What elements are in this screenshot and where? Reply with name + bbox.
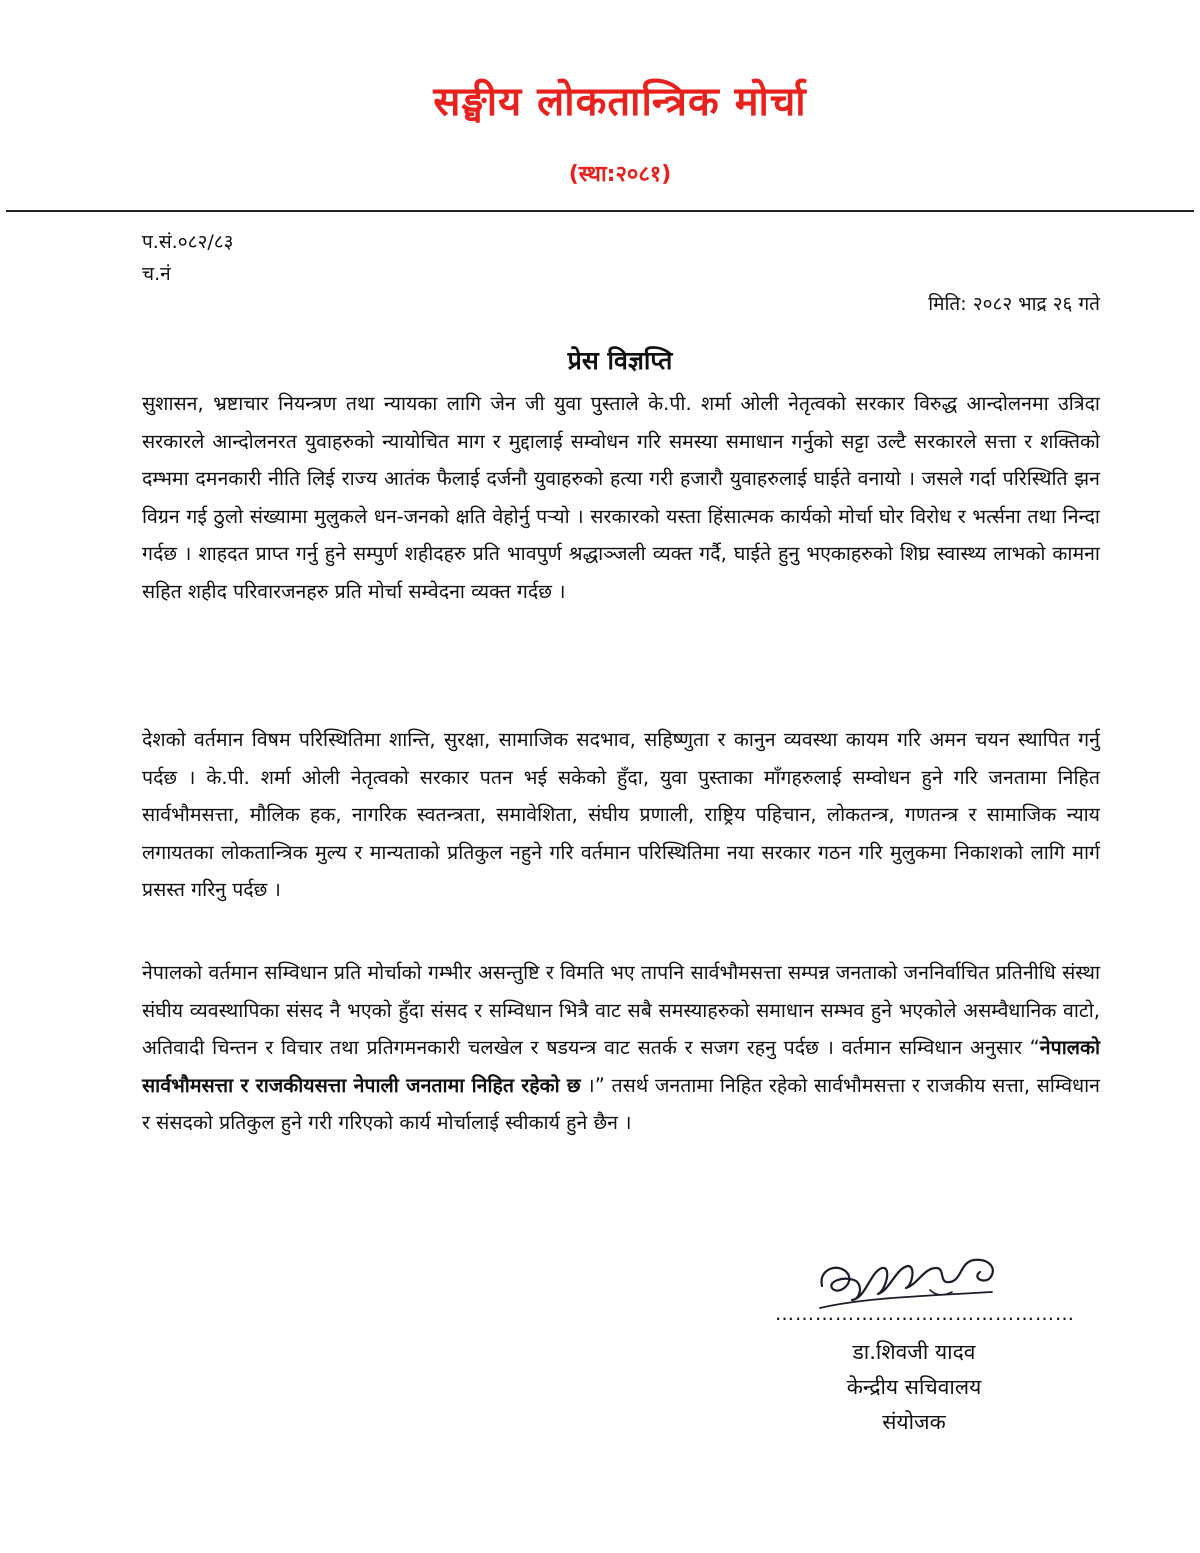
constitution-quote: नेपालको सार्वभौमसत्ता र राजकीयसत्ता नेपाली जनतामा निहित रहेको छ [142, 1036, 1100, 1097]
paragraph-1: सुशासन, भ्रष्टाचार नियन्त्रण तथा न्यायका लागि जेन जी युवा पुस्ताले के.पी. शर्मा ओली नेतृत्वको सरकार विरुद्ध आन्दोलनमा उत्रिदा सरकारले आन्दोलनरत युवाहरुको न्यायोचित माग र मुद्दालाई सम्वोधन गरि समस्या समाधान गर्नुको सट्टा उल्टै सरकारले सत्ता र शक्तिको दम्भमा दमनकारी नीति लिई राज्य आतंक फैलाई दर्जनौ युवाहरुको हत्या गरी हजारौ युवाहरुलाई घाईते वनायो । जसले गर्दा परिस्थिति झन विग्रन गई ठुलो संख्यामा मुलुकले धन-जनको क्षति वेहोर्नु पर्‍यो । सरकारको यस्ता हिंसात्मक कार्यको मोर्चा घोर विरोध र भर्त्सना तथा निन्दा गर्दछ । शाहदत प्राप्त गर्नु हुने सम्पुर्ण शहीदहरु प्रति भावपुर्ण श्रद्धाञ्जली व्यक्त गर्दै, घाईते हुनु भएकाहरुको शिघ्र स्वास्थ्य लाभको कामना सहित शहीद परिवारजनहरु प्रति मोर्चा सम्वेदना व्यक्त गर्दछ । [142, 392, 1100, 603]
organization-name: सङ्घीय लोकतान्त्रिक मोर्चा [433, 79, 807, 125]
signatory-role: संयोजक [882, 1410, 946, 1434]
paragraph-3-text-start: नेपालको वर्तमान सम्विधान प्रति मोर्चाको गम्भीर असन्तुष्टि र विमति भए तापनि सार्वभौमसत्ता सम्पन्न जनताको जननिर्वाचित प्रतिनीधि संस्था संघीय व्यवस्थापिका संसद नै भएको हुँदा संसद र सम्विधान भित्रै वाट सबै समस्याहरुको समाधान सम्भव हुने भएकोले असम्वैधानिक वाटो, अतिवादी चिन्तन र विचार तथा प्रतिगमनकारी चलखेल र षडयन्त्र वाट सतर्क र सजग रहनु पर्दछ । वर्तमान सम्विधान अनुसार “ [142, 961, 1100, 1060]
paragraph-3-text-end: ।” तसर्थ जनतामा निहित रहेको सार्वभौमसत्ता र राजकीय सत्ता, सम्विधान र संसदको प्रतिकुल हुने गरी गरिएको कार्य मोर्चालाई स्वीकार्य हुने छैन । [142, 1073, 1100, 1135]
dispatch-number: च.नं [142, 263, 171, 285]
signature-line: ……………………………………… [775, 1303, 1075, 1325]
document-title: प्रेस विज्ञप्ति [567, 346, 673, 375]
paragraph-2: देशको वर्तमान विषम परिस्थितिमा शान्ति, सुरक्षा, सामाजिक सदभाव, सहिष्णुता र कानुन व्यवस्था कायम गरि अमन चयन स्थापित गर्नु पर्दछ । के.पी. शर्मा ओली नेतृत्वको सरकार पतन भई सकेको हुँदा, युवा पुस्ताका माँगहरुलाई सम्वोधन हुने गरि जनतामा निहित सार्वभौमसत्ता, मौलिक हक, नागरिक स्वतन्त्रता, समावेशिता, संघीय प्रणाली, राष्ट्रिय पहिचान, लोकतन्त्र, गणतन्त्र र सामाजिक न्याय लगायतका लोकतान्त्रिक मुल्य र मान्यताको प्रतिकुल नहुने गरि वर्तमान परिस्थितिमा नया सरकार गठन गरि मुलुकमा निकाशको लागि मार्ग प्रसस्त गरिनु पर्दछ । [142, 728, 1100, 902]
establishment-year: (स्था:२०८१) [568, 162, 672, 187]
letter-date: मिति: २०८२ भाद्र २६ गते [928, 293, 1100, 315]
signatory-name: डा.शिवजी यादव [852, 1340, 976, 1364]
paragraph-3 [142, 954, 1100, 1142]
letter-reference-number: प.सं.०८२/८३ [142, 231, 234, 253]
signatory-office: केन्द्रीय सचिवालय [846, 1375, 982, 1399]
header-divider [6, 210, 1194, 212]
